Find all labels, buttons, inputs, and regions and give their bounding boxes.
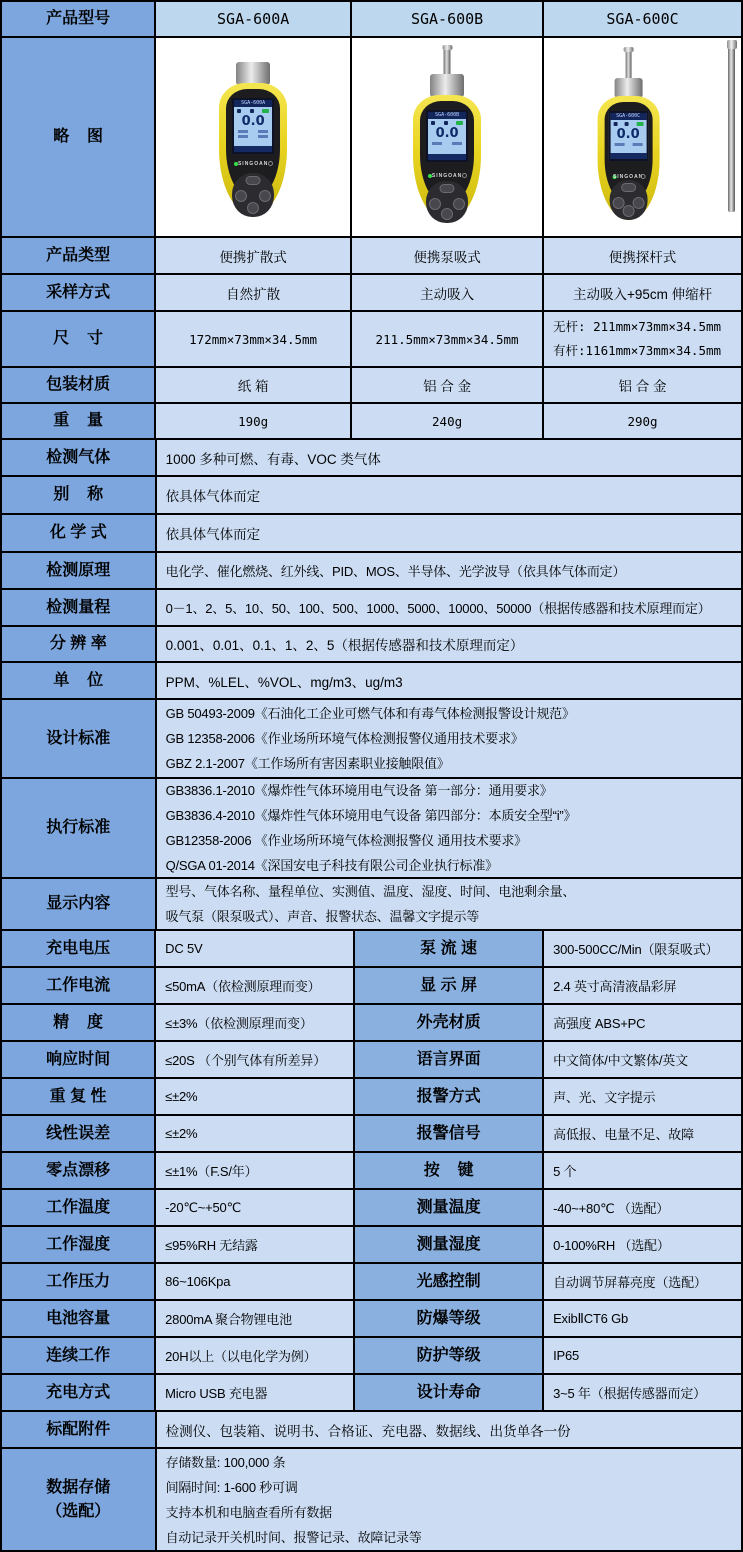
standard-line: GBZ 2.1-2007《工作场所有害因素职业接触限值》 [165,756,450,771]
row-detection-range [2,590,741,627]
cell-value: PPM、%LEL、%VOL、mg/m3、ug/m3 [157,663,741,698]
row-label: 包装材质 [2,368,156,402]
cell-value: 172mm×73mm×34.5mm [156,312,352,366]
fan-icon [250,109,254,113]
screen-status-icons [234,107,272,114]
device-body [413,95,481,221]
spec-value: -20℃~+50℃ [156,1190,355,1225]
fan-icon [444,121,448,125]
row-design-standards [2,700,741,779]
spec-value: 300-500CC/Min（限泵吸式） [544,931,741,966]
standard-line: GB3836.4-2010《爆炸性气体环境用电气设备 第四部分：本质安全型“i”》 [165,808,577,823]
row-pressure-light-control [2,1264,741,1301]
speaker-icon [237,109,241,113]
cell-value: 290g [544,404,741,438]
standard-line: GB3836.1-2010《爆炸性气体环境用电气设备 第一部分：通用要求》 [165,783,553,798]
row-response-time-language [2,1042,741,1079]
row-data-storage [2,1449,741,1550]
spec-value: 3~5 年（根据传感器而定） [544,1375,741,1410]
row-working-temp-measure-temp [2,1190,741,1227]
spec-label: 响应时间 [2,1042,156,1077]
spec-label: 充电方式 [2,1375,156,1410]
cell-value: 自然扩散 [156,275,352,310]
spec-label: 精 度 [2,1005,156,1040]
device-face [226,89,280,199]
row-executive-standards [2,779,741,879]
cell-value: 1000 多种可燃、有毒、VOC 类气体 [157,440,741,475]
sensor-cap [430,74,464,97]
keypad [426,181,468,223]
sketch-row [2,38,741,238]
sketch-label: 略 图 [2,38,156,236]
screen-data-row [610,142,646,147]
spec-label: 按 键 [355,1153,544,1188]
screen-data-row [234,134,272,139]
device-face [604,102,652,204]
sensor-cap [614,78,642,98]
brand-label: SINGOAN [431,173,463,179]
spec-value: ExibⅡCT6 Gb [544,1301,741,1336]
row-alias [2,477,741,515]
model-name-a: SGA-600A [156,2,352,36]
cell-value [157,879,741,929]
spec-label: 光感控制 [355,1264,544,1299]
cell-value: 便携泵吸式 [352,238,544,273]
spec-label: 测量温度 [355,1190,544,1225]
row-working-current-display [2,968,741,1005]
row-battery-explosionproof [2,1301,741,1338]
keypad [232,173,274,217]
screen-reading: 0.0 [241,114,265,129]
brand-label: SINGOAN [612,174,644,180]
storage-label-line: （选配） [46,1502,111,1520]
spec-value: 声、光、文字提示 [544,1079,741,1114]
screen-reading: 0.0 [435,126,459,141]
power-icon [640,174,645,179]
cell-value: 主动吸入 [352,275,544,310]
row-package-material [2,368,741,404]
device-photo-sga-600a [156,38,352,236]
spec-label: 报警方式 [355,1079,544,1114]
spec-value: 0-100%RH （选配） [544,1227,741,1262]
screen-data-row [428,141,466,146]
cell-value: 铝 合 金 [544,368,741,402]
cell-value [544,312,741,366]
telescopic-rod [728,44,735,212]
table-header-row [2,2,741,38]
row-label: 显示内容 [2,879,157,929]
row-label: 产品类型 [2,238,156,273]
enter-button [247,202,259,214]
cell-value [157,700,741,777]
screen-title: SGA-600C [610,113,646,120]
storage-line: 存储数量: 100,000 条 [165,1454,286,1470]
spec-value: ≤±1%（F.S/年） [156,1153,355,1188]
spec-value: 高强度 ABS+PC [544,1005,741,1040]
gas-detector-illustration [193,48,313,230]
spec-label: 泵 流 速 [355,931,544,966]
spec-label: 语言界面 [355,1042,544,1077]
speaker-icon [431,121,435,125]
battery-icon [456,121,463,125]
cell-value: 211.5mm×73mm×34.5mm [352,312,544,366]
lcd-screen [608,111,648,161]
battery-icon [262,109,269,113]
power-icon [268,161,273,166]
spec-label: 重 复 性 [2,1079,156,1114]
cell-value: 检测仪、包装箱、说明书、合格证、充电器、数据线、出货单各一份 [157,1412,741,1447]
device-body [219,83,287,215]
lcd-screen [232,98,274,154]
right-button [453,198,465,210]
spec-label: 电池容量 [2,1301,156,1336]
row-label: 检测气体 [2,440,157,475]
row-weight [2,404,741,440]
content-line: 型号、气体名称、量程单位、实测值、温度、湿度、时间、电池剩余量、 [165,884,576,899]
spec-value: -40~+80℃ （选配） [544,1190,741,1225]
cell-value [157,1449,741,1550]
pump-inlet-probe [444,48,451,76]
row-chemical-formula [2,515,741,553]
content-line: 吸气泵（限泵吸式）、声音、报警状态、温馨文字提示等 [165,909,480,924]
battery-icon [636,122,643,126]
menu-button [440,184,455,193]
dimension-with-rod: 有杆:1161mm×73mm×34.5mm [553,343,722,358]
device-face [420,101,474,205]
spec-label: 设计寿命 [355,1375,544,1410]
spec-value: ≤±2% [156,1079,355,1114]
cell-value: 主动吸入+95cm 伸缩杆 [544,275,741,310]
screen-status-icons [428,119,466,126]
spec-value: 2800mA 聚合物锂电池 [156,1301,355,1336]
cell-value: 0－1、2、5、10、50、100、500、1000、5000、10000、50000（根据传感器和技术原理而定） [157,590,741,625]
row-units [2,663,741,700]
spec-value: ≤50mA（依检测原理而变） [156,968,355,1003]
screen-footer-bar [234,146,272,152]
row-standard-accessories [2,1412,741,1449]
spec-label: 工作压力 [2,1264,156,1299]
row-label: 设计标准 [2,700,157,777]
enter-button [441,208,453,220]
row-detection-principle [2,553,741,590]
device-photo-sga-600b [352,38,544,236]
keypad [609,180,647,220]
gas-detector-illustration [387,48,507,230]
spec-label: 显 示 屏 [355,968,544,1003]
cell-value: 纸 箱 [156,368,352,402]
row-continuous-work-protection [2,1338,741,1375]
left-button [235,190,247,202]
row-label: 标配附件 [2,1412,157,1447]
row-label [2,1449,157,1550]
gas-detector-illustration [568,48,688,230]
spec-value: IP65 [544,1338,741,1373]
spec-value: 2.4 英寸高清液晶彩屏 [544,968,741,1003]
storage-line: 自动记录开关机时间、报警记录、故障记录等 [165,1529,422,1545]
screen-title: SGA-600A [234,100,272,107]
spec-value: 86~106Kpa [156,1264,355,1299]
pump-inlet-probe [625,50,631,80]
row-zero-drift-buttons [2,1153,741,1190]
storage-line: 支持本机和电脑查看所有数据 [165,1504,332,1520]
cell-value: 铝 合 金 [352,368,544,402]
spec-label: 防爆等级 [355,1301,544,1336]
device-photo-sga-600c [544,38,741,236]
row-label: 检测原理 [2,553,157,588]
row-display-content [2,879,741,931]
cell-value: 240g [352,404,544,438]
speaker-icon [613,122,617,126]
spec-value: Micro USB 充电器 [156,1375,355,1410]
header-label: 产品型号 [2,2,156,36]
row-product-type [2,238,741,275]
cell-value: 电化学、催化燃烧、红外线、PID、MOS、半导体、光学波导（依具体气体而定） [157,553,741,588]
model-name-b: SGA-600B [352,2,544,36]
spec-value: DC 5V [156,931,355,966]
dimension-without-rod: 无杆: 211mm×73mm×34.5mm [553,319,722,334]
row-label: 分 辨 率 [2,627,157,661]
fan-icon [625,122,629,126]
lcd-screen [426,110,468,162]
spec-label: 连续工作 [2,1338,156,1373]
model-name-c: SGA-600C [544,2,741,36]
standard-line: GB 50493-2009《石油化工企业可燃气体和有毒气体检测报警设计规范》 [165,706,575,721]
row-working-humidity-measure-humidity [2,1227,741,1264]
cell-value: 便携探杆式 [544,238,741,273]
brand-label: SINGOAN [237,161,269,167]
screen-title: SGA-600B [428,112,466,119]
row-accuracy-housing [2,1005,741,1042]
spec-value: ≤±2% [156,1116,355,1151]
row-charging-voltage-pump-flow [2,931,741,968]
storage-label-line: 数据存储 [46,1478,111,1496]
cell-value: 依具体气体而定 [157,477,741,513]
standard-line: GB12358-2006 《作业场所环境气体检测报警仪 通用技术要求》 [165,833,527,848]
spec-label: 零点漂移 [2,1153,156,1188]
spec-value: 中文简体/中文繁体/英文 [544,1042,741,1077]
screen-footer-bar [428,154,466,160]
row-linearity-alarm-signal [2,1116,741,1153]
row-detected-gas [2,440,741,477]
row-dimensions [2,312,741,368]
row-sampling-method [2,275,741,312]
row-charging-method-design-life [2,1375,741,1412]
row-label: 重 量 [2,404,156,438]
storage-line: 间隔时间: 1-600 秒可调 [165,1479,298,1495]
spec-label: 报警信号 [355,1116,544,1151]
enter-button [622,205,634,217]
spec-label: 测量湿度 [355,1227,544,1262]
sensor-cap [236,62,270,85]
spec-value: 5 个 [544,1153,741,1188]
cell-value: 依具体气体而定 [157,515,741,551]
spec-value: ≤±3%（依检测原理而变） [156,1005,355,1040]
row-label: 尺 寸 [2,312,156,366]
menu-button [246,176,261,185]
spec-label: 外壳材质 [355,1005,544,1040]
standard-line: GB 12358-2006《作业场所环境气体检测报警仪通用技术要求》 [165,731,524,746]
device-body [597,96,659,220]
spec-label: 充电电压 [2,931,156,966]
spec-value: 20H以上（以电化学为例） [156,1338,355,1373]
spec-label: 工作温度 [2,1190,156,1225]
row-label: 别 称 [2,477,157,513]
spec-value: ≤20S （个别气体有所差异） [156,1042,355,1077]
screen-status-icons [610,120,646,127]
left-button [429,198,441,210]
right-button [259,190,271,202]
right-button [632,197,644,209]
row-repeatability-alarm-mode [2,1079,741,1116]
spec-label: 防护等级 [355,1338,544,1373]
row-label: 检测量程 [2,590,157,625]
row-label: 化 学 式 [2,515,157,551]
spec-value: 高低报、电量不足、故障 [544,1116,741,1151]
cell-value: 便携扩散式 [156,238,352,273]
row-resolution [2,627,741,663]
spec-label: 线性误差 [2,1116,156,1151]
standard-line: Q/SGA 01-2014《深国安电子科技有限公司企业执行标准》 [165,858,498,873]
row-label: 单 位 [2,663,157,698]
power-icon [462,173,467,178]
cell-value [157,779,741,877]
spec-value: ≤95%RH 无结露 [156,1227,355,1262]
screen-reading: 0.0 [616,127,640,142]
cell-value: 0.001、0.01、0.1、1、2、5（根据传感器和技术原理而定） [157,627,741,661]
spec-label: 工作湿度 [2,1227,156,1262]
menu-button [621,183,636,192]
row-label: 执行标准 [2,779,157,877]
cell-value: 190g [156,404,352,438]
screen-footer-bar [610,153,646,159]
spec-value: 自动调节屏幕亮度（选配） [544,1264,741,1299]
spec-label: 工作电流 [2,968,156,1003]
row-label: 采样方式 [2,275,156,310]
